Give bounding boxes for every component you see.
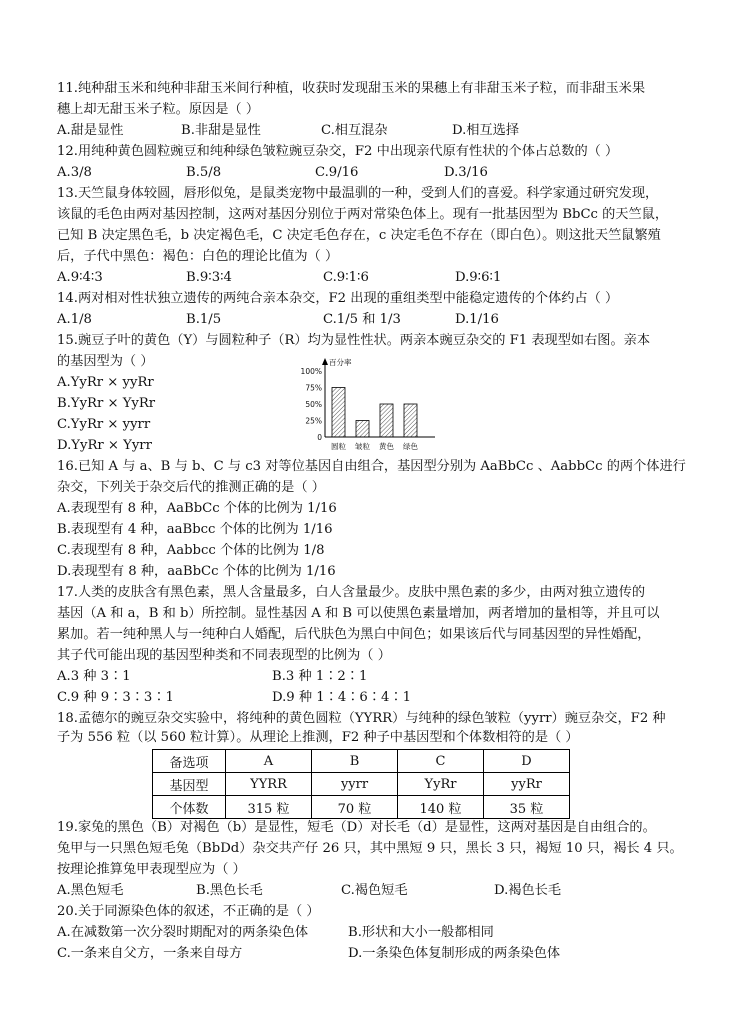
- q16-option-a: A.表现型有 8 种，AaBbCc 个体的比例为 1/16: [57, 501, 337, 516]
- q14-option-d: D.1/16: [455, 312, 499, 327]
- bar-皱粒: [356, 421, 369, 438]
- table-cell: A: [226, 750, 312, 773]
- q18-options-table: [152, 749, 570, 819]
- q11-stem-line2: 穗上却无甜玉米子粒。原因是（ ）: [57, 102, 260, 117]
- table-cell: yyrr: [312, 773, 398, 796]
- y-tick-label: 25%: [305, 416, 322, 426]
- q13-option-a: A.9∶4∶3: [57, 270, 103, 285]
- table-row: [153, 750, 570, 773]
- q15-option-a: A.YyRr × yyRr: [57, 375, 154, 390]
- q16-stem-line1: 16.已知 A 与 a、B 与 b、C 与 c3 对等位基因自由组合，基因型分别为 AaBbCc 、AabbCc 的两个体进行: [57, 459, 686, 474]
- q14-option-a: A.1/8: [57, 312, 92, 327]
- bar-绿色: [404, 404, 417, 437]
- bar-黄色: [380, 404, 393, 437]
- q19-stem-line3: 按理论推算兔甲表现型应为（ ）: [57, 862, 246, 877]
- y-tick-label: 75%: [305, 383, 322, 393]
- q12-option-c: C.9/16: [315, 165, 359, 180]
- q12-stem: 12.用纯种黄色圆粒豌豆和纯种绿色皱粒豌豆杂交，F2 中出现亲代原有性状的个体占总数的（ ）: [57, 144, 619, 159]
- q15-option-d: D.YyRr × Yyrr: [57, 438, 152, 453]
- q19-option-c: C.褐色短毛: [341, 883, 408, 898]
- q11-option-d: D.相互选择: [452, 123, 520, 138]
- q13-option-b: B.9∶3∶4: [186, 270, 232, 285]
- q16-option-c: C.表现型有 8 种，Aabbcc 个体的比例为 1/8: [57, 543, 325, 558]
- q15-stem-line2: 的基因型为（ ）: [57, 354, 154, 369]
- q18-stem-line2: 子为 556 粒（以 560 粒计算）。从理论上推测，F2 种子中基因型和个体数相符的是（ ）: [57, 730, 579, 745]
- q14-stem: 14.两对相对性状独立遗传的两纯合亲本杂交，F2 出现的重组类型中能稳定遗传的个体约占（ ）: [57, 291, 619, 306]
- table-cell: C: [398, 750, 484, 773]
- table-cell: YYRR: [226, 773, 312, 796]
- q13-stem-line4: 后，子代中黑色：褐色：白色的理论比值为（ ）: [57, 249, 339, 264]
- table-cell: 140 粒: [398, 796, 484, 819]
- q13-stem-line1: 13.天竺鼠身体较圆，唇形似兔，是鼠类宠物中最温驯的一种，受到人们的喜爱。科学家通过研究发现，: [57, 186, 659, 201]
- y-tick-label: 0: [317, 433, 322, 442]
- q13-stem-line2: 该鼠的毛色由两对基因控制，这两对基因分别位于两对常染色体上。现有一批基因型为 BbCc 的天竺鼠，: [57, 207, 669, 222]
- q19-option-a: A.黑色短毛: [57, 883, 124, 898]
- q16-option-d: D.表现型有 8 种，aaBbCc 个体的比例为 1/16: [57, 564, 336, 579]
- q17-stem-line3: 累加。若一纯种黑人与一纯种白人婚配，后代肤色为黑白中间色；如果该后代与同基因型的异性婚配，: [57, 627, 651, 642]
- q13-stem-line3: 已知 B 决定黑色毛，b 决定褐色毛，C 决定毛色存在，c 决定毛色不存在（即白色）。则这批天竺鼠繁殖: [57, 228, 661, 243]
- table-cell: yyRr: [484, 773, 570, 796]
- q20-option-d: D.一条染色体复制形成的两条染色体: [348, 946, 561, 961]
- q19-option-b: B.黑色长毛: [196, 883, 263, 898]
- q11-option-c: C.相互混杂: [321, 123, 388, 138]
- table-cell: B: [312, 750, 398, 773]
- x-tick-label: 绿色: [403, 442, 418, 451]
- y-tick-label: 100%: [300, 367, 322, 376]
- q14-option-c: C.1/5 和 1/3: [323, 312, 401, 327]
- q17-option-b: B.3 种 1∶2∶1: [272, 669, 368, 684]
- q17-stem-line4: 其子代可能出现的基因型种类和不同表现型的比例为（ ）: [57, 648, 391, 663]
- q20-option-c: C.一条来自父方，一条来自母方: [57, 946, 243, 961]
- q19-option-d: D.褐色长毛: [494, 883, 562, 898]
- q20-option-b: B.形状和大小一般都相同: [348, 925, 494, 940]
- y-axis-arrow: [322, 358, 328, 365]
- q17-option-c: C.9 种 9∶3∶3∶1: [57, 690, 174, 705]
- table-cell: 个体数: [153, 796, 226, 819]
- q13-option-c: C.9∶1∶6: [323, 270, 369, 285]
- table-cell: 315 粒: [226, 796, 312, 819]
- q19-stem-line1: 19.家兔的黑色（B）对褐色（b）是显性，短毛（D）对长毛（d）是显性，这两对基因是自由组合的。: [57, 820, 656, 835]
- q12-option-b: B.5/8: [186, 165, 222, 180]
- x-tick-label: 圆粒: [331, 442, 346, 451]
- table-cell: 基因型: [153, 773, 226, 796]
- q17-option-a: A.3 种 3∶1: [57, 669, 131, 684]
- bar-圆粒: [332, 388, 345, 438]
- table-cell: 35 粒: [484, 796, 570, 819]
- x-tick-label: 皱粒: [355, 442, 370, 451]
- table-cell: D: [484, 750, 570, 773]
- q11-stem-line1: 11.纯种甜玉米和纯种非甜玉米间行种植，收获时发现甜玉米的果穗上有非甜玉米子粒，而非甜玉米果: [57, 81, 646, 96]
- q15-option-b: B.YyRr × YyRr: [57, 396, 156, 411]
- q16-stem-line2: 杂交，下列关于杂交后代的推测正确的是（ ）: [57, 480, 325, 495]
- q14-option-b: B.1/5: [186, 312, 222, 327]
- table-cell: 70 粒: [312, 796, 398, 819]
- q19-stem-line2: 兔甲与一只黑色短毛兔（BbDd）杂交共产仔 26 只，其中黑短 9 只，黑长 3 只，褐短 10 只，褐长 4 只。: [57, 841, 683, 856]
- q11-option-a: A.甜是显性: [57, 123, 124, 138]
- q17-stem-line1: 17.人类的皮肤含有黑色素，黑人含量最多，白人含量最少。皮肤中黑色素的多少，由两对独立遗传的: [57, 585, 646, 600]
- y-axis-label: 百分率: [329, 358, 352, 367]
- q13-option-d: D.9∶6∶1: [455, 270, 502, 285]
- q12-option-a: A.3/8: [57, 165, 92, 180]
- q16-option-b: B.表现型有 4 种，aaBbcc 个体的比例为 1/16: [57, 522, 333, 537]
- q17-stem-line2: 基因（A 和 a，B 和 b）所控制。显性基因 A 和 B 可以使黑色素量增加，两者增加的量相等，并且可以: [57, 606, 660, 621]
- q12-option-d: D.3/16: [444, 165, 488, 180]
- table-row: [153, 796, 570, 819]
- table-cell: YyRr: [398, 773, 484, 796]
- q11-option-b: B.非甜是显性: [181, 123, 261, 138]
- q20-stem: 20.关于同源染色体的叙述，不正确的是（ ）: [57, 904, 320, 919]
- q15-stem-line1: 15.豌豆子叶的黄色（Y）与圆粒种子（R）均为显性性状。两亲本豌豆杂交的 F1 表现型如右图。亲本: [57, 333, 651, 348]
- table-cell: 备选项: [153, 750, 226, 773]
- q17-option-d: D.9 种 1∶4∶6∶4∶1: [272, 690, 411, 705]
- f1-phenotype-bar-chart: [295, 357, 445, 455]
- y-tick-label: 50%: [305, 400, 322, 409]
- x-tick-label: 黄色: [379, 442, 394, 451]
- q20-option-a: A.在减数第一次分裂时期配对的两条染色体: [57, 925, 309, 940]
- table-row: [153, 773, 570, 796]
- q15-option-c: C.YyRr × yyrr: [57, 417, 151, 432]
- q18-stem-line1: 18.孟德尔的豌豆杂交实验中，将纯种的黄色圆粒（YYRR）与纯种的绿色皱粒（yyrr）豌豆杂交，F2 种: [57, 711, 666, 726]
